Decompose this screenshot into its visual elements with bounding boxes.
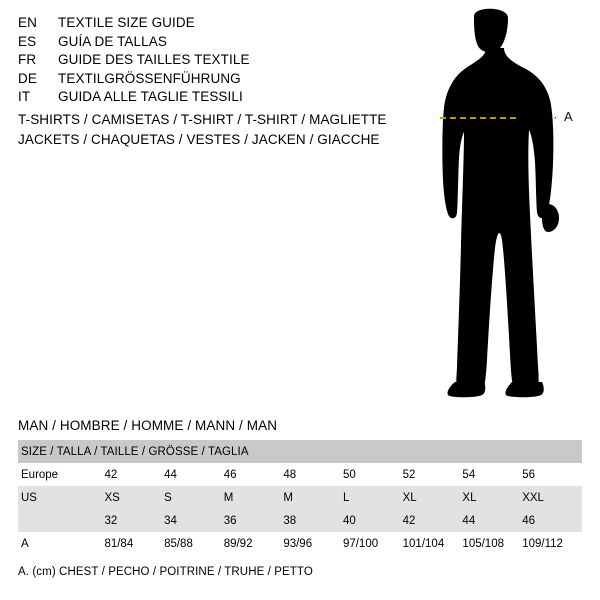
cell: 42	[104, 463, 164, 486]
table-row	[18, 486, 582, 509]
language-code: IT	[18, 89, 31, 104]
male-silhouette-figure	[412, 8, 588, 398]
table-row	[18, 509, 582, 532]
cell: M	[283, 486, 343, 509]
cell: 36	[224, 509, 284, 532]
chest-measure-dots: · ·	[544, 110, 559, 124]
cell: 38	[283, 509, 343, 532]
chest-measure-line	[440, 117, 516, 119]
silhouette-icon	[412, 8, 588, 398]
language-list	[18, 14, 378, 107]
row-label: Europe	[18, 463, 104, 486]
language-text: GUÍA DE TALLAS	[58, 33, 167, 49]
table-row	[18, 532, 582, 555]
language-text: TEXTILE SIZE GUIDE	[58, 15, 195, 30]
cell: 48	[283, 463, 343, 486]
cell: XXL	[522, 486, 582, 509]
cell: 93/96	[283, 532, 343, 555]
category-jackets: JACKETS / CHAQUETAS / VESTES / JACKEN / GIACCHE	[18, 131, 380, 147]
table-header-label: SIZE / TALLA / TAILLE / GRÖSSE / TAGLIA	[18, 440, 582, 463]
cell: L	[343, 486, 403, 509]
cell: 109/112	[522, 532, 582, 555]
cell: 40	[343, 509, 403, 532]
cell: 34	[164, 509, 224, 532]
language-code: EN	[18, 15, 37, 30]
cell: XS	[104, 486, 164, 509]
cell: 89/92	[224, 532, 284, 555]
language-row	[18, 88, 378, 107]
table-row	[18, 463, 582, 486]
table-header-row	[18, 440, 582, 463]
cell: 81/84	[104, 532, 164, 555]
cell: 97/100	[343, 532, 403, 555]
row-label: US	[18, 486, 104, 509]
cell: 46	[224, 463, 284, 486]
table-title: MAN / HOMBRE / HOMME / MANN / MAN	[18, 418, 278, 433]
language-row	[18, 51, 378, 70]
language-row	[18, 14, 378, 33]
language-row	[18, 70, 378, 89]
cell: XL	[403, 486, 463, 509]
cell: 54	[462, 463, 522, 486]
language-code: FR	[18, 52, 37, 67]
language-code: DE	[18, 70, 37, 86]
cell: 85/88	[164, 532, 224, 555]
category-tshirts: T-SHIRTS / CAMISETAS / T-SHIRT / T-SHIRT / MAGLIETTE	[18, 112, 387, 127]
row-label: A	[18, 532, 104, 555]
cell: 44	[164, 463, 224, 486]
size-table	[18, 440, 582, 555]
cell: 44	[462, 509, 522, 532]
cell: 50	[343, 463, 403, 486]
cell: M	[224, 486, 284, 509]
language-text: TEXTILGRÖSSENFÜHRUNG	[58, 70, 241, 86]
table-footnote: A. (cm) CHEST / PECHO / POITRINE / TRUHE / PETTO	[18, 566, 313, 578]
cell: 46	[522, 509, 582, 532]
cell: 32	[104, 509, 164, 532]
cell: S	[164, 486, 224, 509]
cell: XL	[462, 486, 522, 509]
cell: 52	[403, 463, 463, 486]
language-code: ES	[18, 33, 37, 49]
cell: 56	[522, 463, 582, 486]
row-label	[18, 509, 104, 532]
language-text: GUIDE DES TAILLES TEXTILE	[58, 52, 250, 67]
category-list	[18, 110, 418, 149]
chest-measure-label: A	[564, 109, 573, 124]
size-table-section	[18, 418, 582, 578]
cell: 42	[403, 509, 463, 532]
language-row	[18, 33, 378, 52]
language-text: GUIDA ALLE TAGLIE TESSILI	[58, 89, 243, 104]
cell: 101/104	[403, 532, 463, 555]
cell: 105/108	[462, 532, 522, 555]
